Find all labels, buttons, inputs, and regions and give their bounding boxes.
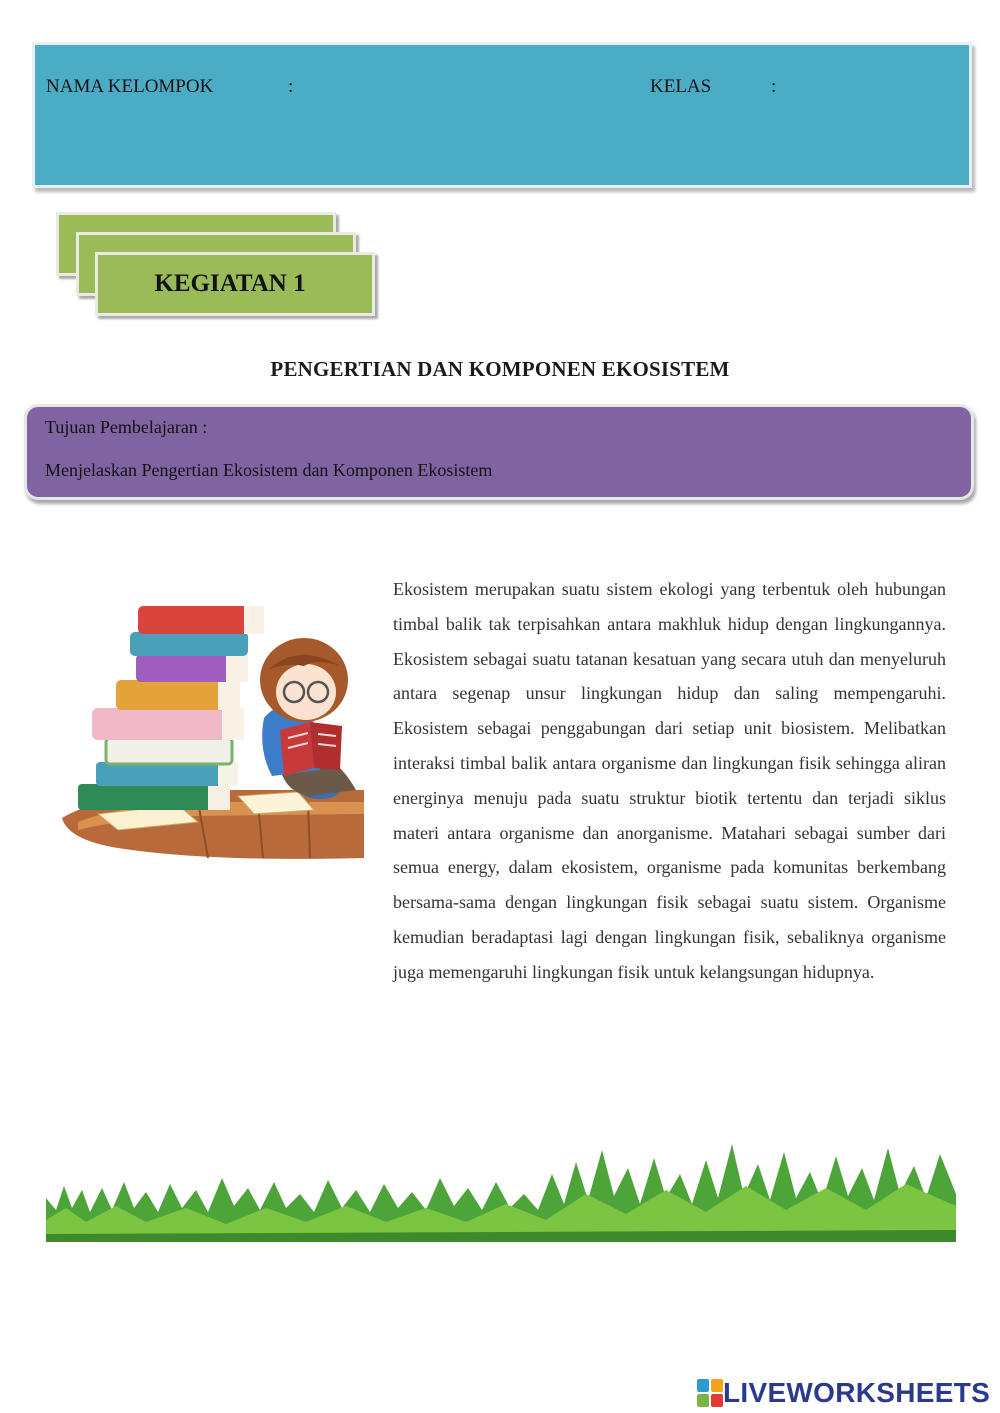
body-paragraph: Ekosistem merupakan suatu sistem ekologi yang terbentuk oleh hubungan timbal balik tak terpisahkan antara makhluk hidup dengan lingkungannya. Ekosistem sebagai suatu tatanan kesatuan yang secara utuh dan menyeluruh antara segenap unsur lingkungan hidup dan saling mempengaruhi. Ekosistem sebagai penggabungan dari setiap unit biosistem. Melibatkan interaksi timbal balik antara organisme dan lingkungan fisik sehingga aliran energinya menuju pada suatu struktur biotik tertentu dan terjadi siklus materi antara organisme dan anorganisme. Matahari sebagai sumber dari semua energy, dalam ekosistem, organisme pada komunitas berkembang bersama-sama dengan lingkungan fisik sebagai suatu sistem. Organisme kemudian beradaptasi lagi dengan lingkungan fisik, sebaliknya organisme juga memengaruhi lingkungan fisik untuk kelangsungan hidupnya. xyxy=(393,579,946,982)
boy-reading-books-illustration xyxy=(58,600,368,862)
activity-label: KEGIATAN 1 xyxy=(154,270,306,297)
kelas-colon: : xyxy=(771,76,777,97)
kelas-label: KELAS xyxy=(650,76,712,97)
nama-kelompok-colon: : xyxy=(288,76,294,97)
liveworksheets-logo-text: LIVEWORKSHEETS xyxy=(723,1377,991,1408)
objectives-box xyxy=(24,404,974,500)
grass-border-illustration xyxy=(46,1138,956,1248)
liveworksheets-logo xyxy=(697,1375,990,1411)
page-title: PENGERTIAN DAN KOMPONEN EKOSISTEM xyxy=(270,357,730,381)
objectives-text: Menjelaskan Pengertian Ekosistem dan Komponen Ekosistem xyxy=(45,460,493,480)
liveworksheets-logo-icon xyxy=(697,1379,723,1407)
header-box xyxy=(32,42,972,188)
objectives-heading: Tujuan Pembelajaran : xyxy=(45,417,208,437)
nama-kelompok-label: NAMA KELOMPOK xyxy=(46,76,214,97)
activity-tab xyxy=(95,252,375,316)
